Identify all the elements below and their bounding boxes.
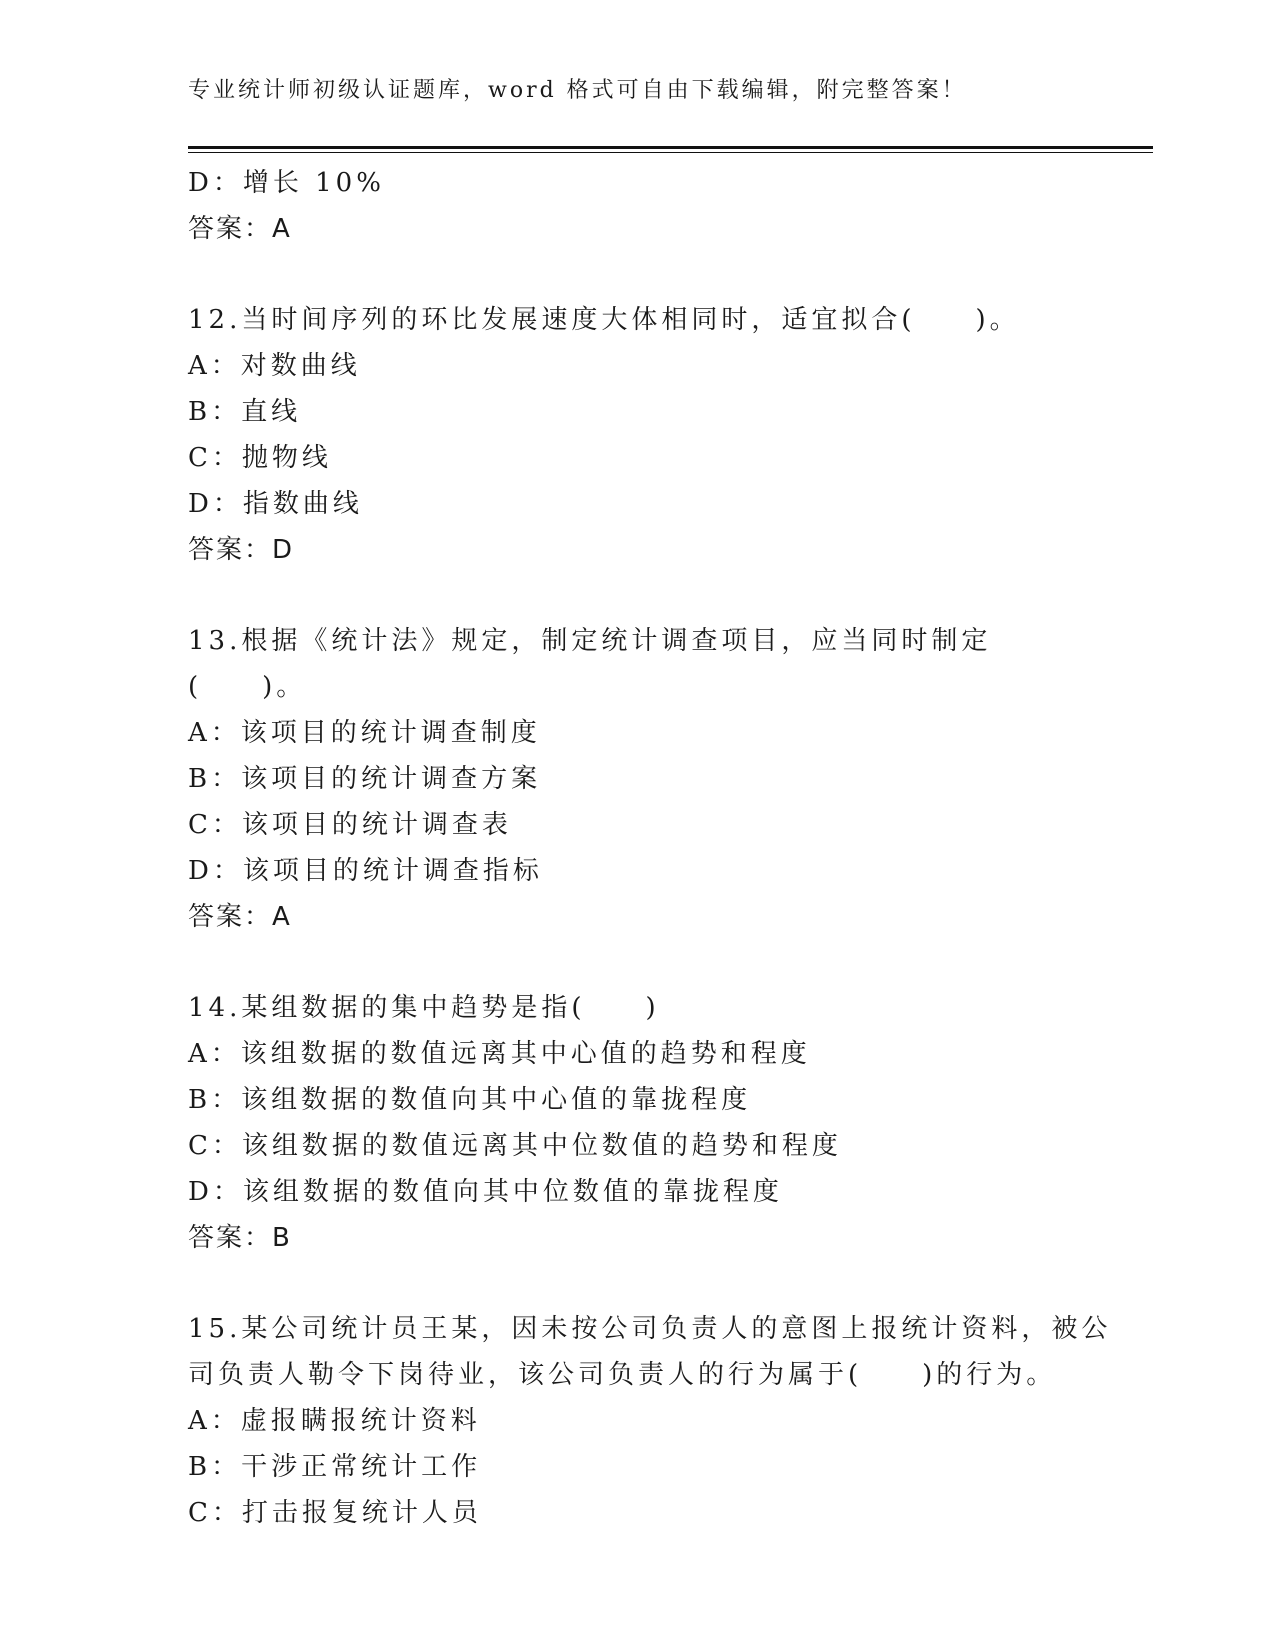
question-stem: 12.当时间序列的环比发展速度大体相同时，适宜拟合( )。	[188, 305, 1020, 335]
option-c: C：该组数据的数值远离其中位数值的趋势和程度	[188, 1131, 842, 1161]
page-header: 专业统计师初级认证题库，word 格式可自由下载编辑，附完整答案！	[188, 78, 967, 103]
option-d: D：指数曲线	[188, 489, 363, 519]
option-a: A：该项目的统计调查制度	[188, 718, 541, 748]
question-12	[188, 297, 1088, 573]
answer-line: 答案：A	[188, 902, 292, 932]
header-rule-thick	[188, 146, 1153, 149]
option-a: A：虚报瞒报统计资料	[188, 1406, 481, 1436]
question-stem-line-1: 15.某公司统计员王某，因未按公司负责人的意图上报统计资料，被公	[188, 1314, 1112, 1344]
answer-line: 答案：D	[188, 535, 295, 565]
question-13	[188, 618, 1088, 940]
question-14	[188, 985, 1088, 1261]
answer-line: 答案：B	[188, 1223, 292, 1253]
option-a: A：该组数据的数值远离其中心值的趋势和程度	[188, 1039, 811, 1069]
question-stem-line-2: 司负责人勒令下岗待业，该公司负责人的行为属于( )的行为。	[188, 1360, 1057, 1390]
header-rule-thin	[188, 152, 1153, 153]
option-b: B：直线	[188, 397, 302, 427]
option-d: D：该组数据的数值向其中位数值的靠拢程度	[188, 1177, 783, 1207]
option-c: C：该项目的统计调查表	[188, 810, 512, 840]
option-d: D：该项目的统计调查指标	[188, 856, 543, 886]
option-b: B：该项目的统计调查方案	[188, 764, 542, 794]
option-c: C：抛物线	[188, 443, 332, 473]
document-body	[188, 160, 1112, 1536]
option-c: C：打击报复统计人员	[188, 1498, 482, 1528]
option-b: B：干涉正常统计工作	[188, 1452, 482, 1482]
question-stem: 14.某组数据的集中趋势是指( )	[188, 993, 660, 1023]
answer-line: 答案：A	[188, 214, 292, 244]
option-a: A：对数曲线	[188, 351, 361, 381]
question-stem: 13.根据《统计法》规定，制定统计调查项目，应当同时制定( )。	[188, 626, 992, 702]
option-b: B：该组数据的数值向其中心值的靠拢程度	[188, 1085, 752, 1115]
question-15	[188, 1306, 1112, 1536]
option-d: D：增长 10%	[188, 168, 385, 198]
